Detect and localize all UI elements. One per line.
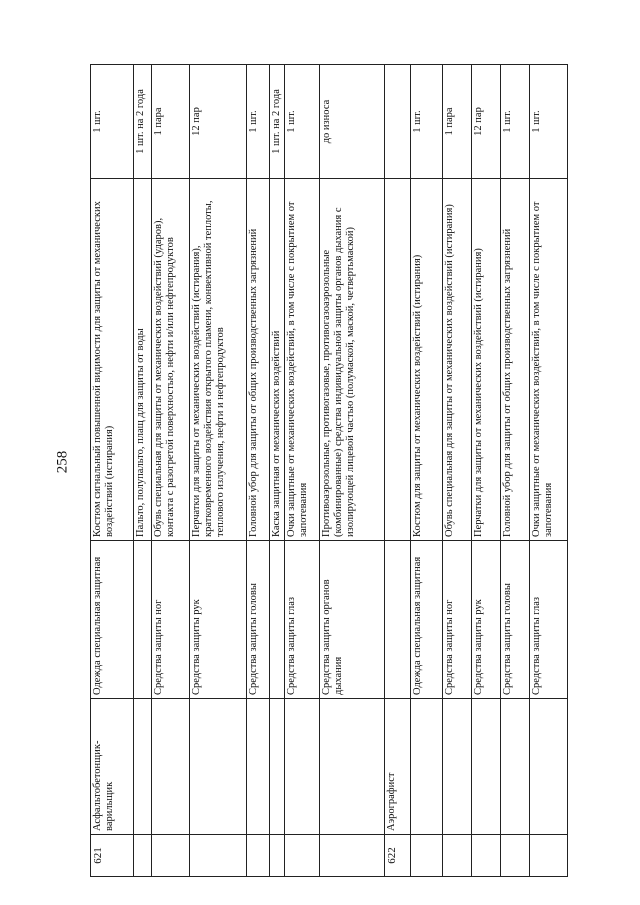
ppe-item: Костюм сигнальный повышенной видимости для защиты от механических воздействий (истирания)	[91, 179, 134, 541]
profession-name	[472, 699, 501, 835]
issue-norm: 1 шт.	[530, 65, 568, 179]
issue-norm: 1 шт.	[501, 65, 530, 179]
ppe-item: Обувь специальная для защиты от механических воздействий (ударов), контакта с разогретой поверхностью, нефти и/или нефтепродуктов	[152, 179, 190, 541]
row-number	[270, 835, 285, 877]
profession-name	[247, 699, 270, 835]
row-number	[285, 835, 320, 877]
ppe-category	[134, 541, 152, 699]
ppe-category: Средства защиты головы	[247, 541, 270, 699]
profession-name	[320, 699, 385, 835]
ppe-item	[385, 179, 411, 541]
row-number	[530, 835, 568, 877]
ppe-item: Перчатки для защиты от механических воздействий (истирания)	[472, 179, 501, 541]
issue-norm: 12 пар	[190, 65, 247, 179]
profession-name	[443, 699, 472, 835]
ppe-item: Перчатки для защиты от механических воздействий (истирания), кратковременного воздействия открытого пламени, конвективной теплоты, теплового излучения, нефти и нефтепродуктов	[190, 179, 247, 541]
profession-name	[190, 699, 247, 835]
ppe-item: Противоаэрозольные, противогазовые, противогазоаэрозольные (комбинированные) средства индивидуальной защиты органов дыхания с изолирующей лицевой частью (полумаской, маской, четвертьмаской)	[320, 179, 385, 541]
row-number: 621	[91, 835, 134, 877]
ppe-category: Средства защиты ног	[443, 541, 472, 699]
row-number	[190, 835, 247, 877]
row-number	[134, 835, 152, 877]
ppe-category: Средства защиты головы	[501, 541, 530, 699]
issue-norm: 1 шт.	[91, 65, 134, 179]
table-row	[270, 65, 285, 877]
table-row	[190, 65, 247, 877]
table-row	[320, 65, 385, 877]
table-row	[530, 65, 568, 877]
ppe-item: Головной убор для защиты от общих производственных загрязнений	[501, 179, 530, 541]
ppe-category: Средства защиты ног	[152, 541, 190, 699]
table-row	[91, 65, 134, 877]
profession-name	[530, 699, 568, 835]
row-number	[247, 835, 270, 877]
issue-norm: 12 пар	[472, 65, 501, 179]
table-row	[385, 65, 411, 877]
table-row	[285, 65, 320, 877]
ppe-category: Одежда специальная защитная	[91, 541, 134, 699]
table-row	[501, 65, 530, 877]
ppe-category: Одежда специальная защитная	[411, 541, 443, 699]
table-row	[472, 65, 501, 877]
issue-norm: 1 пара	[152, 65, 190, 179]
ppe-item: Каска защитная от механических воздействий	[270, 179, 285, 541]
ppe-category	[385, 541, 411, 699]
row-number	[152, 835, 190, 877]
issue-norm	[385, 65, 411, 179]
row-number	[443, 835, 472, 877]
issue-norm: до износа	[320, 65, 385, 179]
issue-norm: 1 пара	[443, 65, 472, 179]
profession-name	[411, 699, 443, 835]
issue-norm: 1 шт.	[411, 65, 443, 179]
profession-name	[152, 699, 190, 835]
ppe-category: Средства защиты глаз	[285, 541, 320, 699]
table-row	[152, 65, 190, 877]
ppe-item: Очки защитные от механических воздействий, в том числе с покрытием от запотевания	[530, 179, 568, 541]
ppe-item: Головной убор для защиты от общих производственных загрязнений	[247, 179, 270, 541]
profession-name	[285, 699, 320, 835]
ppe-category: Средства защиты рук	[472, 541, 501, 699]
row-number	[320, 835, 385, 877]
row-number	[501, 835, 530, 877]
ppe-category: Средства защиты глаз	[530, 541, 568, 699]
profession-name: Асфальтобетонщик-варильщик	[91, 699, 134, 835]
issue-norm: 1 шт. на 2 года	[134, 65, 152, 179]
ppe-item: Пальто, полупальто, плащ для защиты от воды	[134, 179, 152, 541]
issue-norm: 1 шт. на 2 года	[270, 65, 285, 179]
ppe-category	[270, 541, 285, 699]
table-row	[247, 65, 270, 877]
issue-norm: 1 шт.	[247, 65, 270, 179]
row-number	[411, 835, 443, 877]
profession-name: Аэрографист	[385, 699, 411, 835]
ppe-item: Костюм для защиты от механических воздействий (истирания)	[411, 179, 443, 541]
ppe-category: Средства защиты органов дыхания	[320, 541, 385, 699]
profession-name	[270, 699, 285, 835]
issue-norm: 1 шт.	[285, 65, 320, 179]
profession-name	[134, 699, 152, 835]
ppe-table-rotated	[90, 65, 615, 877]
row-number	[472, 835, 501, 877]
table-row	[443, 65, 472, 877]
page-number: 258	[54, 450, 71, 474]
ppe-item: Очки защитные от механических воздействий, в том числе с покрытием от запотевания	[285, 179, 320, 541]
ppe-table	[90, 64, 568, 877]
row-number: 622	[385, 835, 411, 877]
table-row	[411, 65, 443, 877]
table-row	[134, 65, 152, 877]
ppe-item: Обувь специальная для защиты от механических воздействий (истирания)	[443, 179, 472, 541]
ppe-category: Средства защиты рук	[190, 541, 247, 699]
profession-name	[501, 699, 530, 835]
